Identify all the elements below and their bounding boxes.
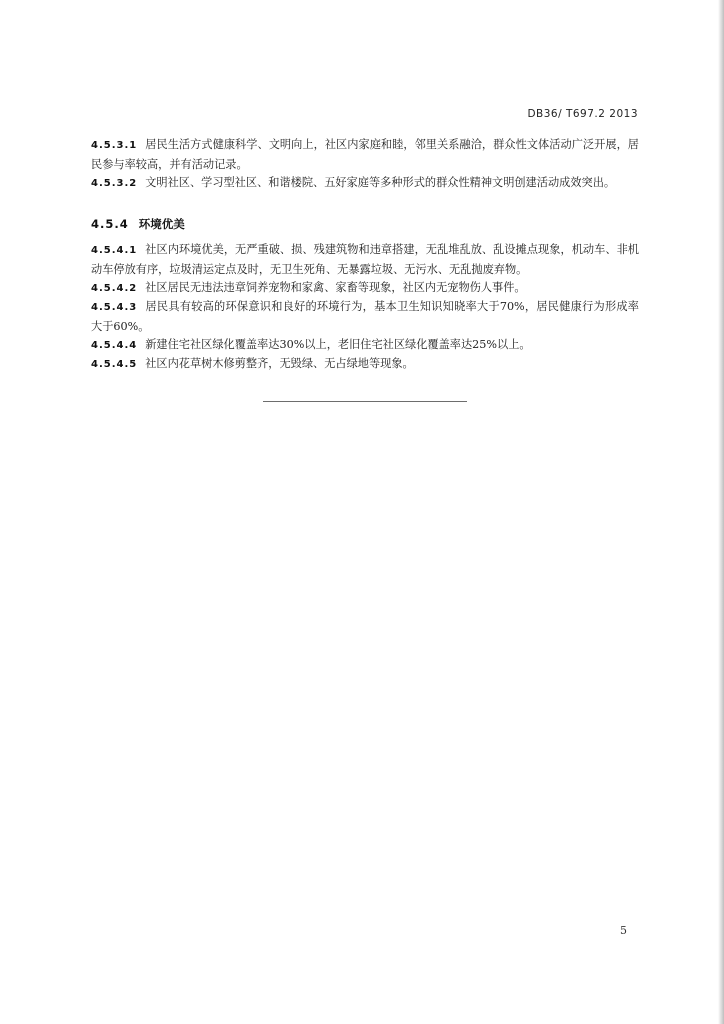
clause-4-5-4-4 xyxy=(91,335,639,355)
clause-number: 4.5.3.1 xyxy=(91,140,138,151)
section-heading xyxy=(91,216,185,232)
clause-text: 新建住宅社区绿化覆盖率达30%以上，老旧住宅社区绿化覆盖率达25%以上。 xyxy=(145,338,531,351)
clause-4-5-4-3 xyxy=(91,297,639,336)
clause-text: 社区内花草树木修剪整齐，无毁绿、无占绿地等现象。 xyxy=(145,357,414,370)
page-number: 5 xyxy=(620,924,627,937)
clause-number: 4.5.4.1 xyxy=(91,245,138,256)
clause-text: 文明社区、学习型社区、和谐楼院、五好家庭等多种形式的群众性精神文明创建活动成效突出。 xyxy=(145,176,616,189)
clause-number: 4.5.3.2 xyxy=(91,178,138,189)
clause-text: 社区居民无违法违章饲养宠物和家禽、家畜等现象，社区内无宠物伤人事件。 xyxy=(145,281,526,294)
clause-text: 社区内环境优美，无严重破、损、残建筑物和违章搭建，无乱堆乱放、乱设摊点现象，机动车、非机动车停放有序，垃圾清运定点及时，无卫生死角、无暴露垃圾、无污水、无乱抛废弃物。 xyxy=(91,243,639,276)
clause-number: 4.5.4.5 xyxy=(91,359,138,370)
clause-number: 4.5.4.2 xyxy=(91,283,138,294)
document-code: DB36/ T697.2 2013 xyxy=(527,108,638,120)
clause-number: 4.5.4.4 xyxy=(91,340,138,351)
clause-4-5-3-1 xyxy=(91,135,639,174)
clause-text: 居民生活方式健康科学、文明向上，社区内家庭和睦，邻里关系融洽，群众性文体活动广泛开展，居民参与率较高，并有活动记录。 xyxy=(91,138,639,171)
end-of-section-rule xyxy=(263,401,467,402)
clause-4-5-4-2 xyxy=(91,278,639,298)
clause-4-5-4-1 xyxy=(91,240,639,279)
section-number: 4.5.4 xyxy=(91,217,129,231)
section-title: 环境优美 xyxy=(138,217,185,231)
clause-text: 居民具有较高的环保意识和良好的环境行为，基本卫生知识知晓率大于70%，居民健康行为形成率大于60%。 xyxy=(91,300,639,333)
clause-4-5-3-2 xyxy=(91,173,639,193)
clause-4-5-4-5 xyxy=(91,354,639,374)
scan-edge-shadow xyxy=(718,0,724,1024)
clause-number: 4.5.4.3 xyxy=(91,302,138,313)
